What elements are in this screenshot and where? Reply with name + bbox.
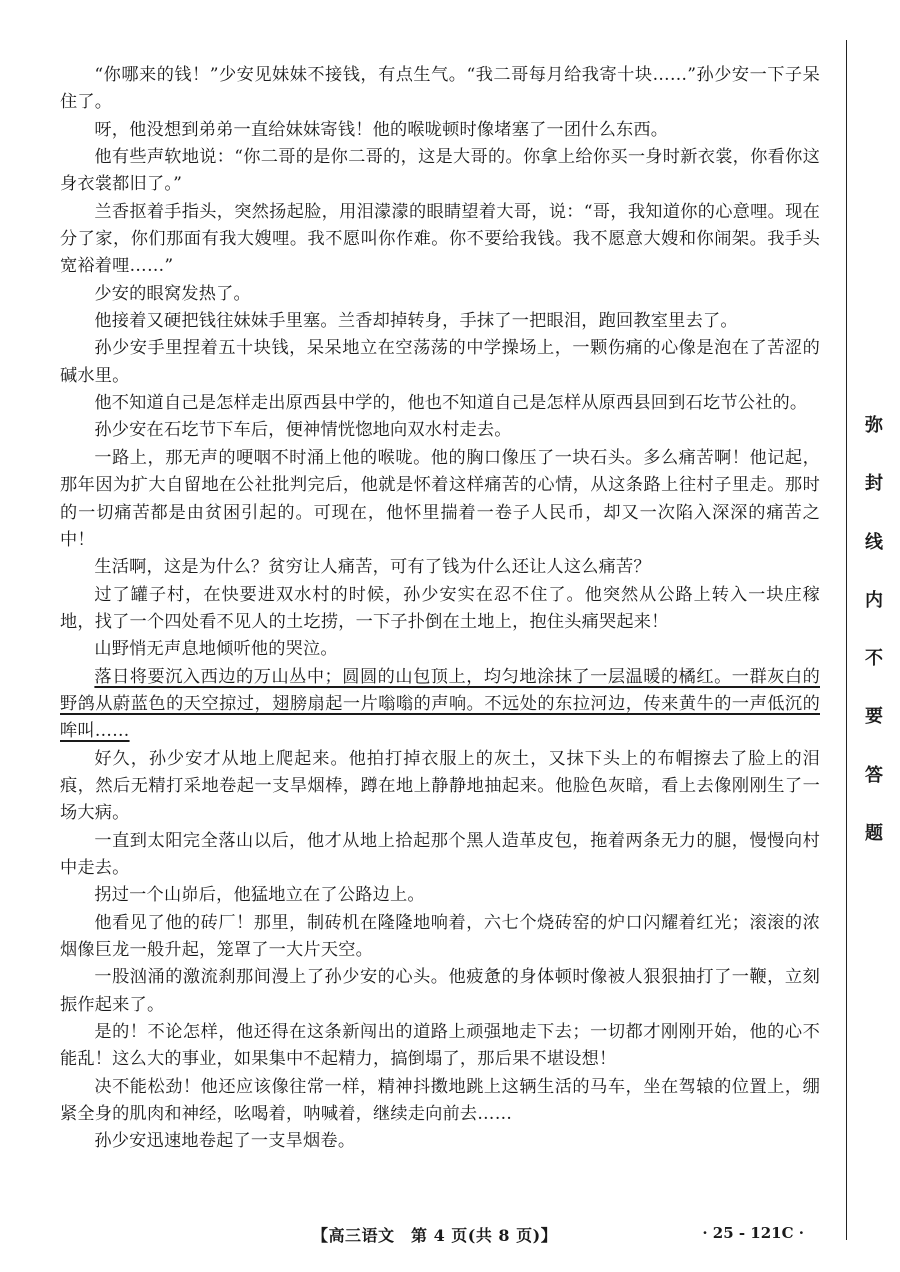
paragraph: 山野悄无声息地倾听他的哭泣。 xyxy=(94,639,338,660)
paragraph: 好久，孙少安才从地上爬起来。他拍打掉衣服上的灰土，又抹下头上的布帽擦去了脸上的泪痕，然后无精打采地卷起一支旱烟棒，蹲在地上静静地抽起来。他脸色灰暗，看上去像刚刚生了一场大病。 xyxy=(60,748,820,824)
paragraph: 他不知道自己是怎样走出原西县中学的，他也不知道自己是怎样从原西县回到石圪节公社的。 xyxy=(94,393,808,414)
seal-line-notice xyxy=(862,415,886,845)
paragraph: 是的！不论怎样，他还得在这条新闯出的道路上顽强地走下去；一切都才刚刚开始，他的心不能乱！这么大的事业，如果集中不起精力，搞倒塌了，那后果不堪设想！ xyxy=(60,1022,820,1070)
paragraph: 兰香抠着手指头，突然扬起脸，用泪濛濛的眼睛望着大哥，说：“哥，我知道你的心意哩。现在分了家，你们那面有我大嫂哩。我不愿叫你作难。你不要给我钱。我不愿意大嫂和你闹架。我手头宽裕着哩……” xyxy=(60,201,820,277)
paragraph: 少安的眼窝发热了。 xyxy=(94,283,251,304)
paragraph: 生活啊，这是为什么？贫穷让人痛苦，可有了钱为什么还让人这么痛苦？ xyxy=(94,557,651,578)
page-footer-label: 【高三语文 第 4 页(共 8 页)】 xyxy=(312,1226,558,1245)
paragraph: 孙少安在石圪节下车后，便神情恍惚地向双水村走去。 xyxy=(94,420,512,441)
seal-char: 不 xyxy=(865,648,883,670)
paragraph: “你哪来的钱！”少安见妹妹不接钱，有点生气。“我二哥每月给我寄十块……”孙少安一下子呆住了。 xyxy=(60,65,820,113)
paragraph: 一直到太阳完全落山以后，他才从地上拾起那个黑人造革皮包，拖着两条无力的腿，慢慢向村中走去。 xyxy=(60,830,820,878)
paragraph: 拐过一个山峁后，他猛地立在了公路边上。 xyxy=(94,885,425,906)
seal-char: 答 xyxy=(865,764,883,786)
seal-char: 弥 xyxy=(865,415,883,436)
seal-char: 封 xyxy=(865,473,883,495)
paragraph: 过了罐子村，在快要进双水村的时候，孙少安实在忍不住了。他突然从公路上转入一块庄稼地，找了一个四处看不见人的土圪捞，一下子扑倒在土地上，抱住头痛哭起来！ xyxy=(60,584,820,632)
paragraph: 呀，他没想到弟弟一直给妹妹寄钱！他的喉咙顿时像堵塞了一团什么东西。 xyxy=(94,119,669,140)
seal-char: 线 xyxy=(865,531,883,553)
paragraph: 一路上，那无声的哽咽不时涌上他的喉咙。他的胸口像压了一块石头。多么痛苦啊！他记起，那年因为扩大自留地在公社批判完后，他就是怀着这样痛苦的心情，从这条路上往村子里走。那时的一切痛苦都是由贫困引起的。可现在，他怀里揣着一卷子人民币，却又一次陷入深深的痛苦之中！ xyxy=(60,447,820,550)
seal-char: 题 xyxy=(865,822,883,844)
seal-char: 要 xyxy=(865,706,883,728)
underlined-paragraph: 落日将要沉入西边的万山丛中；圆圆的山包顶上，均匀地涂抹了一层温暖的橘红。一群灰白的野鸽从蔚蓝色的天空掠过，翅膀扇起一片嗡嗡的声响。不远处的东拉河边，传来黄牛的一声低沉的哞叫…… xyxy=(60,666,820,742)
paragraph: 孙少安迅速地卷起了一支旱烟卷。 xyxy=(94,1131,356,1152)
seal-char: 内 xyxy=(865,589,883,611)
paragraph: 决不能松劲！他还应该像往常一样，精神抖擞地跳上这辆生活的马车，坐在驾辕的位置上，绷紧全身的肌肉和神经，吆喝着，呐喊着，继续走向前去…… xyxy=(60,1076,820,1125)
paragraph: 孙少安手里捏着五十块钱，呆呆地立在空荡荡的中学操场上，一颗伤痛的心像是泡在了苦涩的碱水里。 xyxy=(60,338,820,386)
article-body xyxy=(60,62,820,1156)
page-footer-code: · 25 - 121C · xyxy=(702,1224,804,1242)
binding-line xyxy=(846,40,847,1240)
paragraph: 他看见了他的砖厂！那里，制砖机在隆隆地响着，六七个烧砖窑的炉口闪耀着红光；滚滚的浓烟像巨龙一般升起，笼罩了一大片天空。 xyxy=(60,912,820,960)
paragraph: 一股汹涌的激流刹那间漫上了孙少安的心头。他疲惫的身体顿时像被人狠狠抽打了一鞭，立刻振作起来了。 xyxy=(60,967,820,1015)
paragraph: 他接着又硬把钱往妹妹手里塞。兰香却掉转身，手抹了一把眼泪，跑回教室里去了。 xyxy=(94,311,738,332)
paragraph: 他有些声软地说：“你二哥的是你二哥的，这是大哥的。你拿上给你买一身时新衣裳，你看你这身衣裳都旧了。” xyxy=(60,147,820,195)
